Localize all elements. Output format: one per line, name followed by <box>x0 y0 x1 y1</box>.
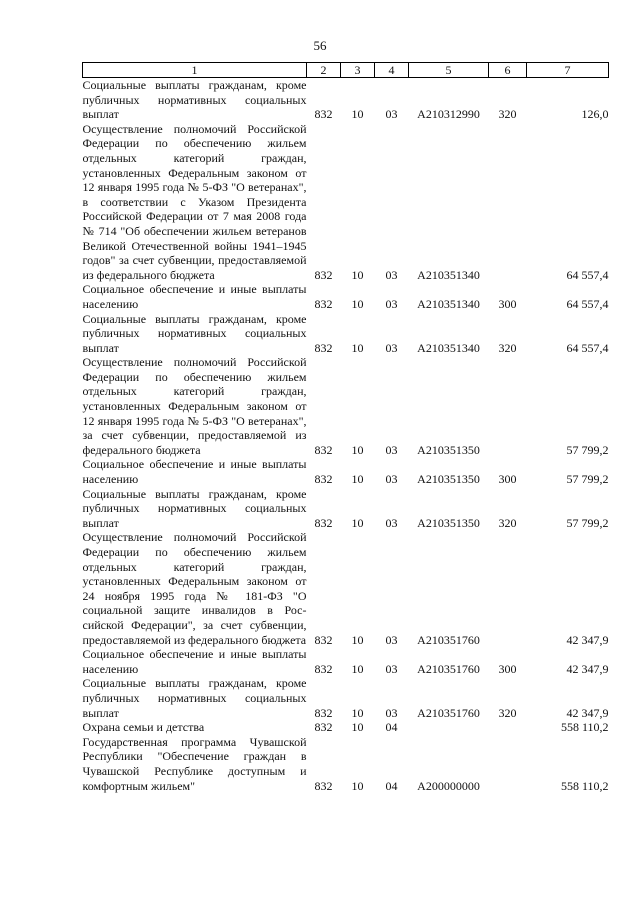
table-header-row <box>83 63 609 78</box>
row-subsection: 03 <box>385 267 398 282</box>
table-row <box>83 122 609 283</box>
row-grbs: 832 <box>314 720 333 735</box>
col-header: 2 <box>307 63 341 78</box>
col-header: 3 <box>341 63 375 78</box>
row-name: Социальные выплаты гражданам, кроме публичных нормативных социальных выплат <box>82 486 307 530</box>
row-grbs: 832 <box>314 472 333 487</box>
col-header: 1 <box>83 63 307 78</box>
table-row <box>83 312 609 356</box>
row-section: 10 <box>351 632 364 647</box>
row-section: 10 <box>351 705 364 720</box>
row-target-article: А210312990 <box>417 107 480 122</box>
row-name: Социальные выплаты гражданам, кроме публичных нормативных социальных выплат <box>82 311 307 355</box>
budget-table <box>82 62 609 793</box>
row-subsection: 03 <box>385 296 398 311</box>
row-subsection: 03 <box>385 442 398 457</box>
row-amount: 57 799,2 <box>566 442 609 457</box>
row-subsection: 03 <box>385 472 398 487</box>
row-expense-type <box>489 122 527 283</box>
row-grbs: 832 <box>314 632 333 647</box>
row-expense-type: 300 <box>498 472 517 487</box>
row-section: 10 <box>351 296 364 311</box>
row-amount: 126,0 <box>581 107 609 122</box>
row-amount: 558 110,2 <box>560 778 609 793</box>
row-amount: 42 347,9 <box>566 661 609 676</box>
row-grbs: 832 <box>314 296 333 311</box>
table-row <box>83 676 609 720</box>
row-target-article: А210351350 <box>417 515 480 530</box>
row-subsection: 03 <box>385 107 398 122</box>
row-subsection: 03 <box>385 515 398 530</box>
row-section: 10 <box>351 340 364 355</box>
row-section: 10 <box>351 472 364 487</box>
row-subsection: 03 <box>385 705 398 720</box>
row-amount: 42 347,9 <box>566 632 609 647</box>
row-expense-type <box>489 735 527 793</box>
row-section: 10 <box>351 720 364 735</box>
row-name: Осуществление полномочий Российской Федерации по обеспечению жильем отдельных категорий граждан, установленных Федеральным законом от 12 января 1995 года № 5-ФЗ "О ветеранах", за счет субвенции, предоставляемой из федерального бюджета <box>82 355 307 457</box>
row-amount: 64 557,4 <box>566 296 609 311</box>
page-number: 56 <box>313 38 327 53</box>
row-name: Социальные выплаты гражданам, кроме публичных нормативных социальных выплат <box>82 78 307 122</box>
row-grbs: 832 <box>314 778 333 793</box>
row-expense-type: 320 <box>498 340 517 355</box>
row-target-article: А210351340 <box>417 267 480 282</box>
table-row <box>83 530 609 647</box>
row-section: 10 <box>351 778 364 793</box>
col-header: 7 <box>527 63 609 78</box>
row-grbs: 832 <box>314 661 333 676</box>
row-grbs: 832 <box>314 107 333 122</box>
row-target-article: А210351340 <box>417 296 480 311</box>
row-subsection: 04 <box>385 720 398 735</box>
row-grbs: 832 <box>314 515 333 530</box>
row-expense-type <box>489 720 527 735</box>
row-amount: 42 347,9 <box>566 705 609 720</box>
row-subsection: 03 <box>385 661 398 676</box>
row-grbs: 832 <box>314 705 333 720</box>
row-amount: 558 110,2 <box>560 720 609 735</box>
table-row <box>83 647 609 676</box>
row-target-article: А200000000 <box>417 778 480 793</box>
row-section: 10 <box>351 107 364 122</box>
row-name: Социальное обеспечение и иные выплаты населению <box>82 647 307 676</box>
row-name: Социальные выплаты гражданам, кроме публичных нормативных социальных выплат <box>82 676 307 720</box>
table-row <box>83 78 609 122</box>
row-section: 10 <box>351 661 364 676</box>
row-amount: 64 557,4 <box>566 267 609 282</box>
row-expense-type <box>489 530 527 647</box>
row-grbs: 832 <box>314 340 333 355</box>
col-header: 6 <box>489 63 527 78</box>
row-section: 10 <box>351 267 364 282</box>
col-header: 4 <box>375 63 409 78</box>
row-target-article: А210351350 <box>417 442 480 457</box>
row-target-article: А210351340 <box>417 340 480 355</box>
row-amount: 64 557,4 <box>566 340 609 355</box>
row-name: Охрана семьи и детства <box>82 720 205 735</box>
row-expense-type: 320 <box>498 107 517 122</box>
row-expense-type: 300 <box>498 296 517 311</box>
row-name: Осуществление полномочий Российской Федерации по обеспечению жильем отдельных категорий граждан, установленных Федеральным законом от 24 ноября 1995 года № 181-ФЗ "О социальной защите инвалидов в Российской Федерации", за счет субвенции, предоставляемой из федерального бюджета <box>82 530 307 647</box>
table-row <box>83 487 609 531</box>
row-subsection: 03 <box>385 340 398 355</box>
row-target-article: А210351760 <box>417 661 480 676</box>
row-name: Государственная программа Чувашской Республики "Обеспечение граждан в Чувашской Республике доступным и комфортным жильем" <box>82 734 307 793</box>
row-expense-type: 300 <box>498 661 517 676</box>
row-name: Социальное обеспечение и иные выплаты населению <box>82 457 307 487</box>
row-target-article: А210351760 <box>417 632 480 647</box>
row-target-article: А210351350 <box>417 472 480 487</box>
row-target-article: А210351760 <box>417 705 480 720</box>
row-target-article <box>409 720 489 735</box>
row-section: 10 <box>351 442 364 457</box>
row-name: Социальное обеспечение и иные выплаты населению <box>82 282 307 311</box>
row-grbs: 832 <box>314 267 333 282</box>
row-grbs: 832 <box>314 442 333 457</box>
row-name: Осуществление полномочий Российской Федерации по обеспечению жильем отдельных категорий граждан, установленных Федеральным законом от 12 января 1995 года № 5-ФЗ "О ветеранах", в соответствии с Указом Президента Российской Федерации от 7 мая 2008 года № 714 "Об обеспечении жильем ветеранов Великой Отечественной войны 1941–1945 годов" за счет субвенции, предоставляемой из федерального бюджета <box>82 121 307 282</box>
table-row <box>83 457 609 486</box>
table-row <box>83 735 609 793</box>
row-section: 10 <box>351 515 364 530</box>
table-row <box>83 355 609 457</box>
row-subsection: 04 <box>385 778 398 793</box>
row-expense-type: 320 <box>498 705 517 720</box>
row-amount: 57 799,2 <box>566 515 609 530</box>
table-row <box>83 282 609 311</box>
row-amount: 57 799,2 <box>566 472 609 487</box>
row-subsection: 03 <box>385 632 398 647</box>
col-header: 5 <box>409 63 489 78</box>
row-expense-type: 320 <box>498 515 517 530</box>
row-expense-type <box>489 355 527 457</box>
table-row <box>83 720 609 735</box>
